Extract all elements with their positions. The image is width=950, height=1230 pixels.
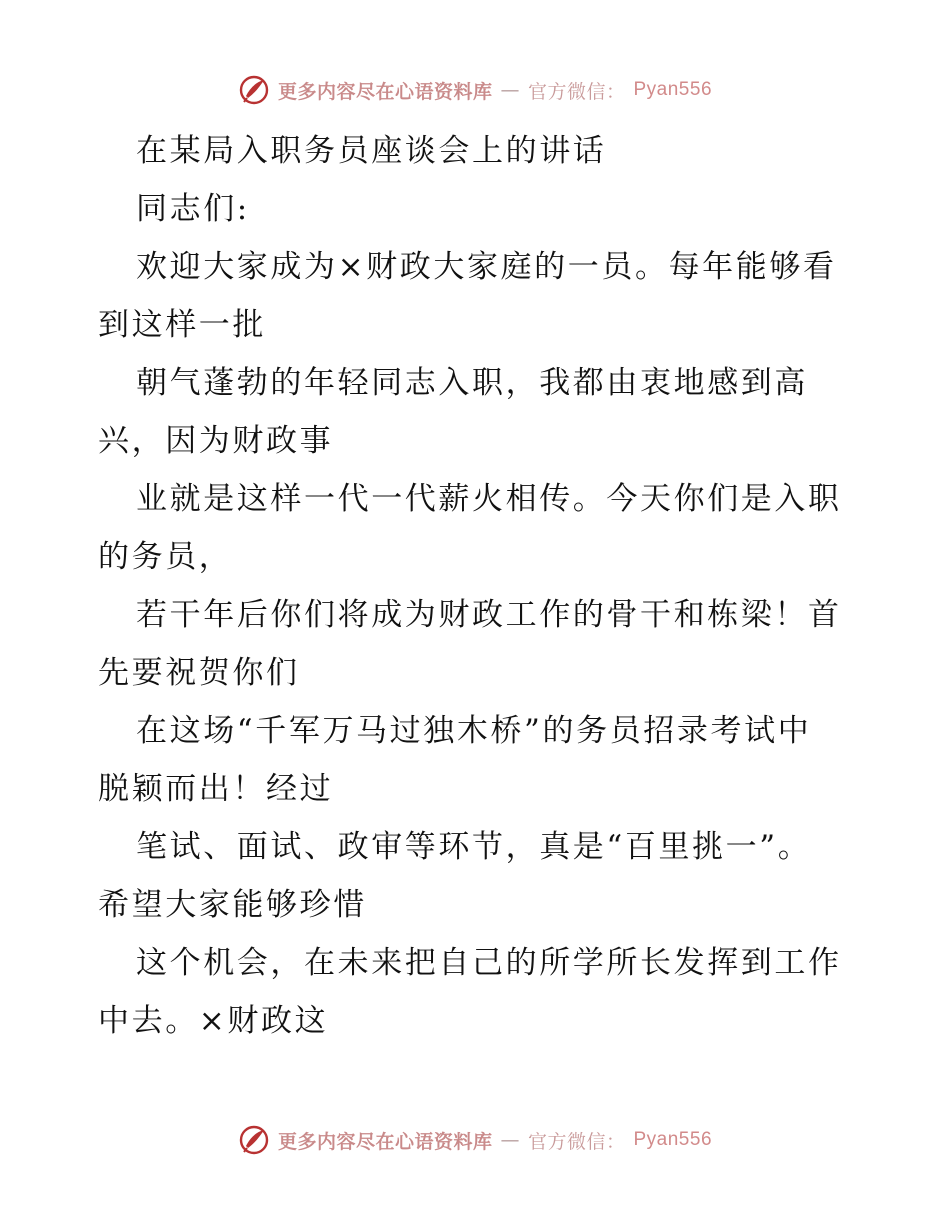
watermark-wechat-id: Pyan556 <box>633 1129 713 1150</box>
text-line: 笔试、面试、政审等环节，真是“百里挑一”。 <box>136 829 812 865</box>
text-line: 中去。×财政这 <box>98 1003 329 1039</box>
text-line: 先要祝贺你们 <box>98 655 300 691</box>
text-line: 朝气蓬勃的年轻同志入职，我都由衷地感到高 <box>136 365 808 401</box>
watermark-main-text: 更多内容尽在心语资料库 <box>277 1130 493 1153</box>
watermark-dash: — <box>500 1129 520 1151</box>
text-line: 到这样一批 <box>98 307 266 343</box>
watermark-main-text: 更多内容尽在心语资料库 <box>277 80 493 103</box>
watermark-dash: — <box>500 79 520 101</box>
text-line: 在这场“千军万马过独木桥”的务员招录考试中 <box>136 713 812 749</box>
feather-pen-logo-icon <box>238 1124 270 1156</box>
text-line: 希望大家能够珍惜 <box>98 887 367 923</box>
watermark-sub-text: 官方微信： <box>527 80 626 103</box>
text-line: 兴，因为财政事 <box>98 423 334 459</box>
text-line: 业就是这样一代一代薪火相传。今天你们是入职 <box>136 481 842 517</box>
text-line: 的务员， <box>98 539 233 575</box>
header-watermark <box>0 70 950 110</box>
footer-watermark <box>0 1120 950 1160</box>
watermark-wechat-id: Pyan556 <box>633 79 713 100</box>
text-line: 这个机会，在未来把自己的所学所长发挥到工作 <box>136 945 842 981</box>
document-title: 在某局入职务员座谈会上的讲话 <box>136 133 607 169</box>
text-line: 同志们: <box>136 191 250 227</box>
text-line: 若干年后你们将成为财政工作的骨干和栋梁！首 <box>136 597 842 633</box>
text-line: 脱颖而出！经过 <box>98 771 334 807</box>
watermark-sub-text: 官方微信： <box>527 1130 626 1153</box>
feather-pen-logo-icon <box>238 74 270 106</box>
document-body <box>98 122 858 1050</box>
text-line: 欢迎大家成为×财政大家庭的一员。每年能够看 <box>136 249 837 285</box>
